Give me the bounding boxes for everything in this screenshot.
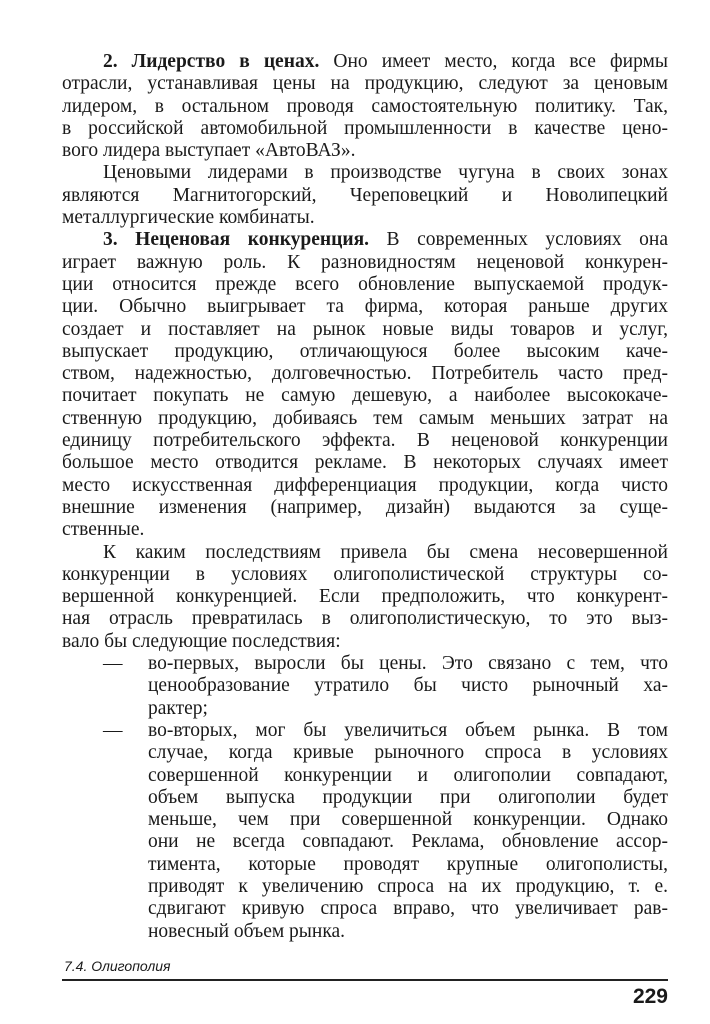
text-line: тимента, которые проводят крупные олигополисты, bbox=[148, 853, 668, 875]
text-line-rest: В современных условиях она bbox=[369, 229, 668, 251]
text-line: играет важную роль. К разновидностям неценовой конкурен- bbox=[62, 251, 668, 273]
text-line: ством, надежностью, долговечностью. Потребитель часто пред- bbox=[62, 363, 668, 385]
text-line: металлургические комбинаты. bbox=[62, 207, 315, 229]
paragraph bbox=[62, 162, 668, 229]
text-line: рактер; bbox=[148, 697, 208, 719]
text-line: объем выпуска продукции при олигополии будет bbox=[148, 786, 668, 808]
text-line: ции относится прежде всего обновление выпускаемой продук- bbox=[62, 273, 668, 295]
text-line: во-вторых, мог бы увеличиться объем рынка. В том bbox=[148, 719, 668, 741]
page-body bbox=[62, 51, 668, 943]
text-line bbox=[62, 229, 668, 251]
text-line: место искусственная дифференциация продукции, когда чисто bbox=[62, 474, 668, 496]
running-footer-title: 7.4. Олигополия bbox=[64, 958, 171, 974]
text-line: в российской автомобильной промышленности в качестве цено- bbox=[62, 117, 668, 139]
text-line bbox=[62, 51, 668, 73]
text-line: ственную продукцию, добиваясь тем самым меньших затрат на bbox=[62, 407, 668, 429]
text-line: Ценовыми лидерами в производстве чугуна в своих зонах bbox=[103, 162, 668, 184]
paragraph-heading: 3. Неценовая конкуренция. bbox=[103, 229, 370, 251]
text-line: приводят к увеличению спроса на их продукцию, т. е. bbox=[148, 875, 668, 897]
text-line: вершенной конкуренцией. Если предположить, что конкурент- bbox=[62, 586, 668, 608]
text-line: они не всегда совпадают. Реклама, обновление ассор- bbox=[148, 831, 668, 853]
text-line: ценообразование утратило бы чисто рыночный ха- bbox=[148, 675, 668, 697]
text-line: выпускает продукцию, отличающуюся более высоким каче- bbox=[62, 340, 668, 362]
bullet-item bbox=[62, 653, 668, 720]
text-line: лидером, в остальном проводя самостоятельную политику. Так, bbox=[62, 95, 668, 117]
text-line: сдвигают кривую спроса вправо, что увеличивает рав- bbox=[148, 898, 668, 920]
text-line: отрасли, устанавливая цены на продукцию, следуют за ценовым bbox=[62, 73, 668, 95]
text-line: единицу потребительского эффекта. В неценовой конкуренции bbox=[62, 430, 668, 452]
text-line: вого лидера выступает «АвтоВАЗ». bbox=[62, 140, 356, 162]
text-line: почитает покупать не самую дешевую, а наиболее высококаче- bbox=[62, 385, 668, 407]
bullet-item bbox=[62, 720, 668, 943]
text-line: являются Магнитогорский, Череповецкий и Новолипецкий bbox=[62, 184, 668, 206]
text-line: конкуренции в условиях олигополистической структуры со- bbox=[62, 563, 668, 585]
paragraph bbox=[62, 229, 668, 541]
bullet-dash: — bbox=[103, 653, 123, 675]
paragraph bbox=[62, 51, 668, 162]
footer-rule bbox=[62, 979, 668, 981]
text-line: случае, когда кривые рыночного спроса в условиях bbox=[148, 742, 668, 764]
text-line: новесный объем рынка. bbox=[148, 920, 346, 942]
text-line: ции. Обычно выигрывает та фирма, которая раньше других bbox=[62, 296, 668, 318]
text-line: меньше, чем при совершенной конкуренции. Однако bbox=[148, 809, 668, 831]
text-line: во-первых, выросли бы цены. Это связано с тем, что bbox=[148, 653, 668, 675]
text-line: ная отрасль превратилась в олигополистическую, то это выз- bbox=[62, 608, 668, 630]
bullet-dash: — bbox=[103, 719, 123, 741]
page-number: 229 bbox=[632, 985, 668, 1008]
paragraph bbox=[62, 542, 668, 653]
text-line: создает и поставляет на рынок новые виды товаров и услуг, bbox=[62, 318, 668, 340]
text-line: вало бы следующие последствия: bbox=[62, 630, 341, 652]
text-line: совершенной конкуренции и олигополии совпадают, bbox=[148, 764, 668, 786]
text-line: большое место отводится рекламе. В некоторых случаях имеет bbox=[62, 452, 668, 474]
text-line-rest: Оно имеет место, когда все фирмы bbox=[319, 51, 668, 72]
text-line: ственные. bbox=[62, 519, 145, 541]
text-line: внешние изменения (например, дизайн) выдаются за суще- bbox=[62, 496, 668, 518]
paragraph-heading: 2. Лидерство в ценах. bbox=[103, 51, 320, 72]
text-line: К каким последствиям привела бы смена несовершенной bbox=[103, 541, 668, 563]
